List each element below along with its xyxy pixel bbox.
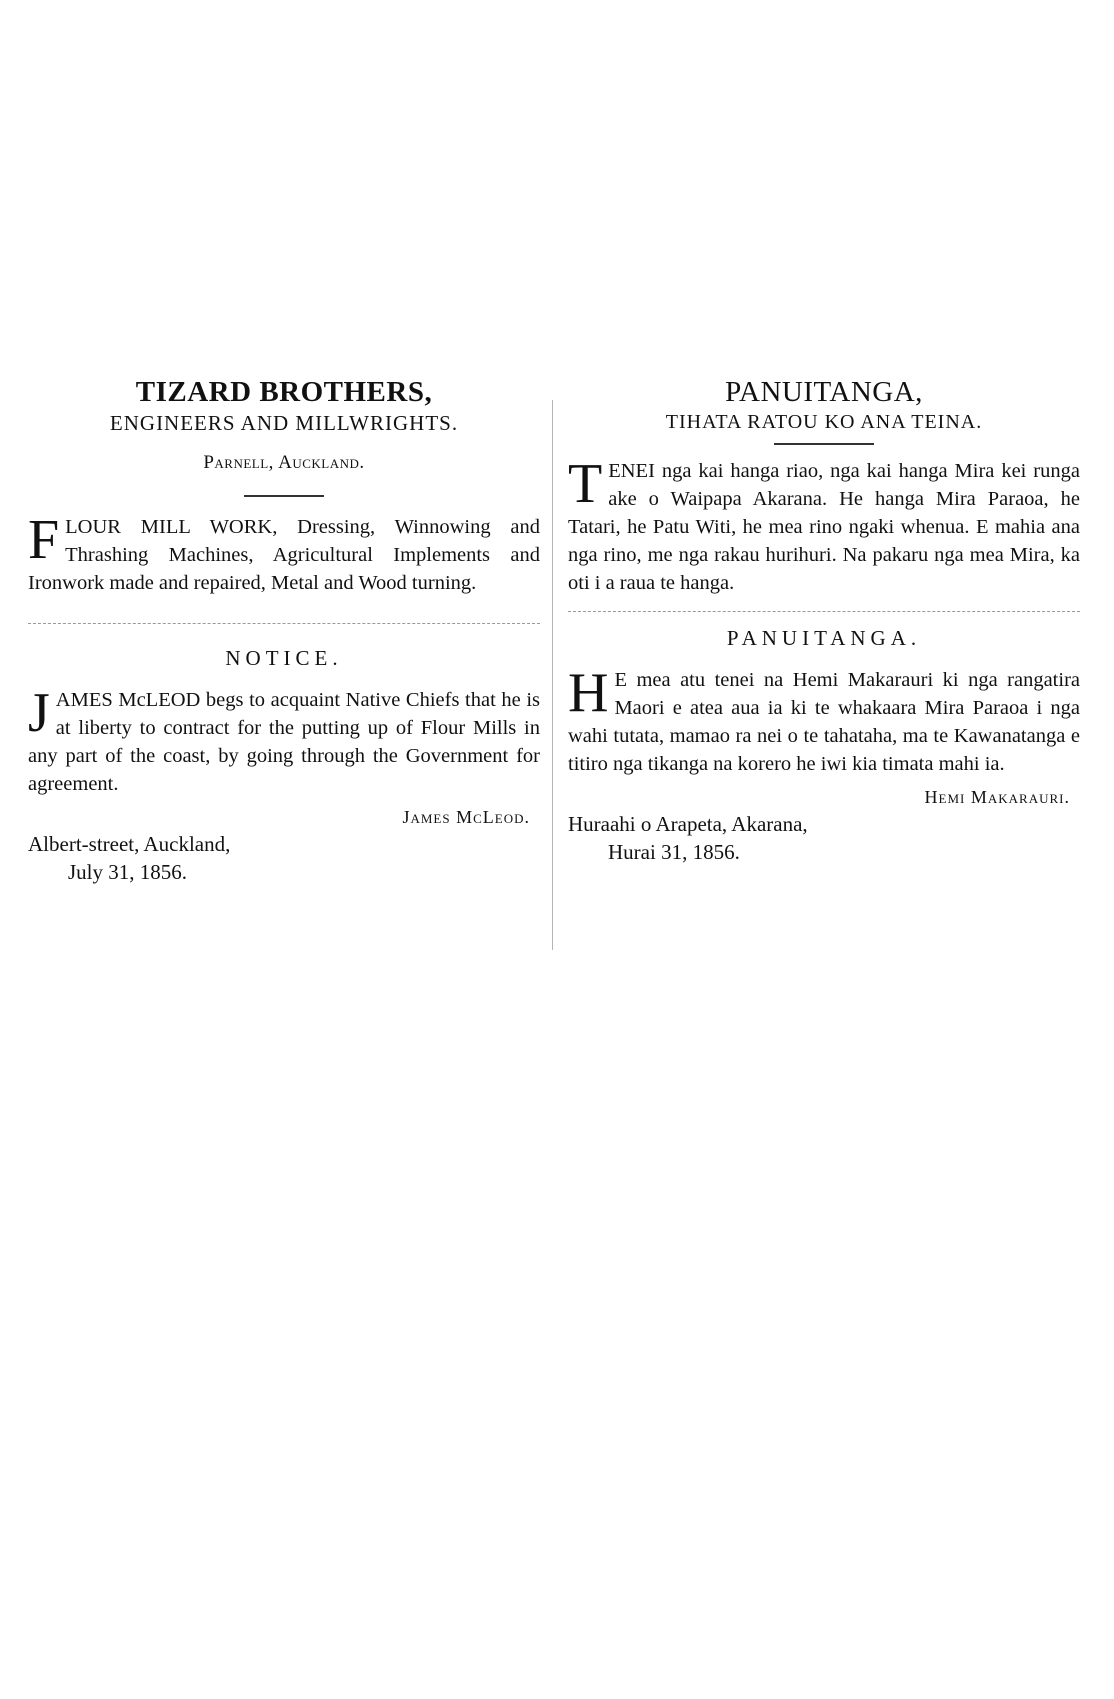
section-rule: [28, 623, 540, 624]
english-ad-place: Parnell, Auckland.: [203, 452, 365, 473]
maori-ad-body: [568, 453, 1080, 597]
maori-notice-text: E mea atu tenei na Hemi Makarauri ki nga rangatira Maori e atea aua ia ki te whakaara Mira Paraoa i nga wahi tutata, mamao ra nei o te tahataha, ma te Kawanatanga e titiro nga tikanga na korero he iwi kia timata mahi ia.: [568, 669, 1080, 775]
maori-ad-title: PANUITANGA,: [725, 376, 923, 408]
english-signature: James McLeod.: [402, 807, 530, 827]
column-divider: [552, 400, 553, 950]
english-date: July 31, 1856.: [68, 860, 188, 884]
english-ad-body: [28, 509, 540, 597]
english-notice-heading: NOTICE.: [225, 646, 343, 670]
english-address: Albert-street, Auckland,: [28, 832, 231, 856]
short-rule: [244, 495, 324, 497]
english-notice-text: AMES McLEOD begs to acquaint Native Chiefs that he is at liberty to contract for the putting up of Flour Mills in any part of the coast, by going through the Government for agreement.: [28, 689, 540, 795]
english-notice-dropcap: J: [28, 682, 50, 744]
maori-ad-dropcap: T: [568, 453, 603, 515]
short-rule: [774, 443, 874, 445]
maori-ad-header: [568, 375, 1080, 435]
english-column: [28, 375, 540, 886]
maori-notice-body: [568, 662, 1080, 778]
english-ad-subtitle: ENGINEERS AND MILLWRIGHTS.: [109, 411, 459, 435]
maori-address: Huraahi o Arapeta, Akarana,: [568, 812, 808, 836]
section-rule: [568, 611, 1080, 612]
maori-date: Hurai 31, 1856.: [608, 840, 740, 864]
english-ad-dropcap: F: [28, 509, 60, 571]
maori-signature: Hemi Makarauri.: [924, 787, 1070, 807]
maori-ad-text: ENEI nga kai hanga riao, nga kai hanga Mira kei runga ake o Waipapa Akarana. He hanga Mira Paraoa, he Tatari, he Patu Witi, he mea rino ngaki whenua. E mahia ana nga rino, me nga rakau hurihuri. Na pakaru nga mea Mira, ka oti i a raua te hanga.: [568, 460, 1080, 594]
english-ad-text: LOUR MILL WORK, Dressing, Winnowing and Thrashing Machines, Agricultural Implements and Ironwork made and repaired, Metal and Wood turning.: [28, 516, 540, 594]
maori-notice-heading: PANUITANGA.: [726, 626, 922, 650]
maori-column: [568, 375, 1080, 866]
english-ad-header: [28, 375, 540, 475]
english-notice-body: [28, 682, 540, 798]
maori-ad-subtitle: TIHATA RATOU KO ANA TEINA.: [665, 411, 983, 433]
english-ad-title: TIZARD BROTHERS,: [135, 376, 433, 408]
maori-notice-dropcap: H: [568, 662, 609, 724]
